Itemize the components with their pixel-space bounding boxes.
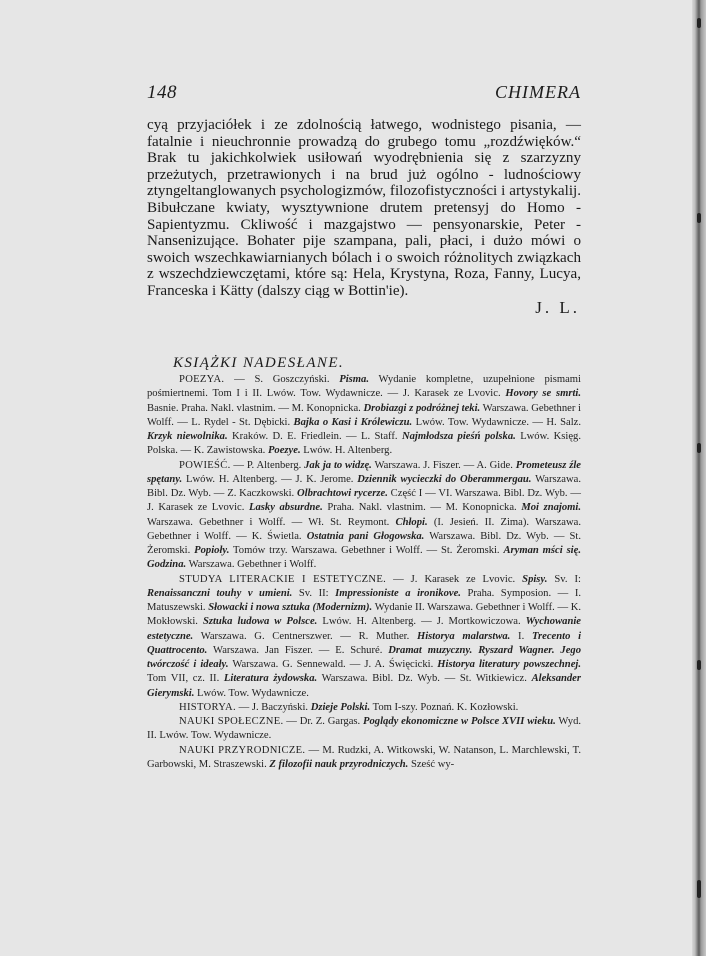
book-list	[147, 373, 581, 772]
book-details: Warszawa. J. Fiszer. — A. Gide.	[371, 459, 516, 471]
book-title: Spisy.	[522, 573, 548, 585]
book-details: — J. Karasek ze Lvovic.	[386, 573, 523, 585]
book-details: — P. Altenberg.	[230, 459, 305, 471]
edge-mark	[697, 18, 701, 28]
book-title: Popioły.	[194, 545, 230, 556]
book-details: Sv. II:	[292, 587, 336, 599]
book-details: Lwów. Tow. Wydawnicze. — H. Salz.	[412, 416, 581, 428]
edge-mark	[697, 213, 701, 223]
book-title: Trecento i Quattrocento.	[147, 630, 582, 656]
book-title: Prometeusz źle spętany.	[147, 459, 581, 485]
book-title: Literatura żydowska.	[223, 673, 318, 685]
book-title: Lasky absurdne.	[249, 502, 323, 514]
book-title: Historya literatury powszechnej.	[437, 659, 581, 670]
book-details: Basnie. Praha. Nakl. vlastnim. — M. Konopnicka.	[147, 402, 364, 414]
book-details: Warszawa. Jan Fiszer. — E. Schuré.	[207, 644, 389, 656]
edge-mark	[697, 660, 701, 670]
book-entry	[147, 373, 581, 459]
book-details: Warszawa. Gebethner i Wolff. — Wł. St. Reymont.	[147, 516, 396, 528]
page-header	[147, 82, 581, 106]
book-details: Część I — VI. Warszawa. Bibl. Dz. Wyb. — J. Karasek ze Lvovic.	[147, 488, 581, 514]
book-title: Z filozofii nauk przyrodniczych.	[269, 758, 409, 770]
review-paragraph: cyą przyjaciółek i ze zdolnością łatwego, wodnistego pisania, — fatalnie i nieuchronnie prowadzą do grubego tomu „rozdźwięków.“ Brak tu jakichkolwiek usiłowań wyodrębnienia się z szarzyzny przeżutych, przetrawionych i na brud już ogólno - ludnościowy ztyngeltanglowanych psychologizmów, filozofistyczności i artystykalij. Bibułczane kwiaty, wysztywnione drutem pretensyj do Homo - Sapientyzmu. Ckliwość i mazgajstwo — pensyonarskie, Peter - Nansenizujące. Bohater pije szampana, pali, płaci, i dużo mówi o swoich wszechkawiarnianych bólach i o swoich różnolitych związkach z wszechdziewczętami, które są: Hela, Krystyna, Roza, Fanny, Lucya, Franceska i Kätty (dalszy ciąg w Bottin'ie).	[147, 117, 581, 299]
book-details: Kraków. D. E. Friedlein. — L. Staff.	[227, 431, 402, 442]
book-details: — M. Rudzki, A. Witkowski, W. Natanson, L. Marchlewski, T. Garbowski, M. Straszewski.	[147, 744, 581, 770]
book-details: Warszawa. G. Sennewald. — J. A. Święcicki.	[228, 659, 438, 670]
book-details: Warszawa. Gebethner i Wolff.	[186, 559, 317, 571]
book-title: Dziennik wycieczki do Oberammergau.	[357, 473, 532, 485]
book-title: Aleksander Gierymski.	[147, 673, 582, 699]
book-title: Wychowanie estetyczne.	[147, 616, 581, 642]
book-details: Lwów. Księg. Polska. — K. Zawistowska.	[147, 431, 581, 457]
author-signature: J. L.	[535, 298, 580, 317]
book-entry	[147, 573, 581, 701]
review-text	[147, 117, 581, 300]
book-details: Praha. Symposion. — I. Matuszewski.	[147, 587, 581, 613]
book-details: Lwów. H. Altenberg. — J. K. Jerome.	[182, 473, 358, 485]
book-title: Bajka o Kasi i Królewiczu.	[293, 416, 413, 428]
book-details: Wydanie II. Warszawa. Gebethner i Wolff. — K. Mokłowski.	[147, 602, 581, 628]
book-title: Chłopi.	[395, 516, 428, 528]
book-details: Sv. I:	[547, 573, 581, 585]
edge-mark	[697, 443, 701, 453]
book-title: Historya malarstwa.	[416, 630, 511, 642]
book-details: Warszawa. Bibl. Dz. Wyb. — St. Witkiewicz.	[317, 673, 532, 685]
book-title: Impressioniste a ironikove.	[335, 587, 461, 599]
book-title: Olbrachtowi rycerze.	[297, 488, 388, 499]
book-details: Tom I-szy. Poznań. K. Kozłowski.	[370, 701, 519, 713]
section-title: KSIĄŻKI NADESŁANE.	[173, 355, 345, 371]
book-category: STUDYA LITERACKIE I ESTETYCZNE.	[179, 573, 387, 585]
book-title: Renaissanczni touhy v umieni.	[147, 587, 293, 599]
book-title: Hovory se smrti.	[505, 388, 581, 400]
book-details: Lwów. H. Altenberg.	[300, 445, 393, 457]
book-title: Aryman mści się. Godzina.	[147, 545, 581, 571]
book-details: (I. Jesień. II. Zima). Warszawa. Gebethner i Wolff. — K. Świetla.	[147, 516, 581, 542]
book-title: Słowacki i nowa sztuka (Modernizm).	[208, 602, 373, 613]
book-details: Tom VII, cz. II.	[147, 673, 224, 685]
book-details: — Dr. Z. Gargas.	[283, 716, 364, 727]
running-title: CHIMERA	[495, 82, 581, 102]
book-details: I.	[510, 630, 532, 642]
book-details: Sześć wy-	[408, 758, 455, 770]
book-title: Drobiazgi z podróżnej teki.	[363, 402, 481, 414]
book-details: — S. Goszczyński.	[224, 374, 340, 385]
book-details: Lwów. H. Altenberg. — J. Mortkowiczowa.	[317, 616, 526, 628]
book-category: POEZYA.	[179, 374, 225, 385]
edge-mark	[697, 880, 701, 898]
book-details: Wyd. II. Lwów. Tow. Wydawnicze.	[147, 716, 582, 742]
book-details: Warszawa. G. Centnerszwer. — R. Muther.	[193, 630, 417, 642]
book-details: Praha. Nakl. vlastnim. — M. Konopnicka.	[322, 502, 522, 514]
book-details: Lwów. Tow. Wydawnicze.	[194, 687, 309, 699]
book-entry	[147, 701, 581, 715]
page-number: 148	[147, 82, 177, 103]
book-title: Sztuka ludowa w Polsce.	[202, 616, 318, 628]
book-details: Warszawa. Bibl. Dz. Wyb. — Z. Kaczkowski.	[147, 473, 582, 499]
page-edge-shadow	[692, 0, 706, 956]
book-category: NAUKI PRZYRODNICZE.	[179, 744, 306, 756]
book-details: Tomów trzy. Warszawa. Gebethner i Wolff. — St. Żeromski.	[229, 545, 504, 556]
book-title: Dramat muzyczny. Ryszard Wagner. Jego twórczość i ideały.	[147, 644, 581, 670]
book-title: Dzieje Polski.	[310, 701, 371, 713]
book-title: Pisma.	[339, 374, 369, 385]
book-category: HISTORYA.	[179, 701, 236, 713]
book-title: Najmłodsza pieśń polska.	[401, 431, 516, 442]
book-title: Jak ja to widzę.	[304, 459, 372, 471]
book-entry	[147, 715, 581, 744]
book-title: Krzyk niewolnika.	[147, 431, 228, 442]
book-details: Wydanie kompletne, uzupełnione pismami pośmiertnemi. Tom I i II. Lwów. Tow. Wydawnicze. — J. Karasek ze Lvovic.	[147, 374, 581, 400]
book-category: NAUKI SPOŁECZNE.	[179, 716, 284, 727]
book-category: POWIEŚĆ.	[179, 459, 231, 471]
book-entry	[147, 459, 581, 573]
book-title: Poezye.	[267, 445, 301, 457]
book-title: Ostatnia pani Głogowska.	[306, 530, 425, 542]
book-title: Poglądy ekonomiczne w Polsce XVII wieku.	[363, 716, 556, 727]
book-title: Moi znajomi.	[521, 502, 581, 514]
book-details: Warszawa. Bibl. Dz. Wyb. — St. Żeromski.	[147, 530, 582, 556]
book-details: — J. Baczyński.	[235, 701, 311, 713]
book-details: Warszawa. Gebethner i Wolff. — L. Rydel - St. Dębicki.	[147, 402, 581, 428]
book-entry	[147, 744, 581, 773]
